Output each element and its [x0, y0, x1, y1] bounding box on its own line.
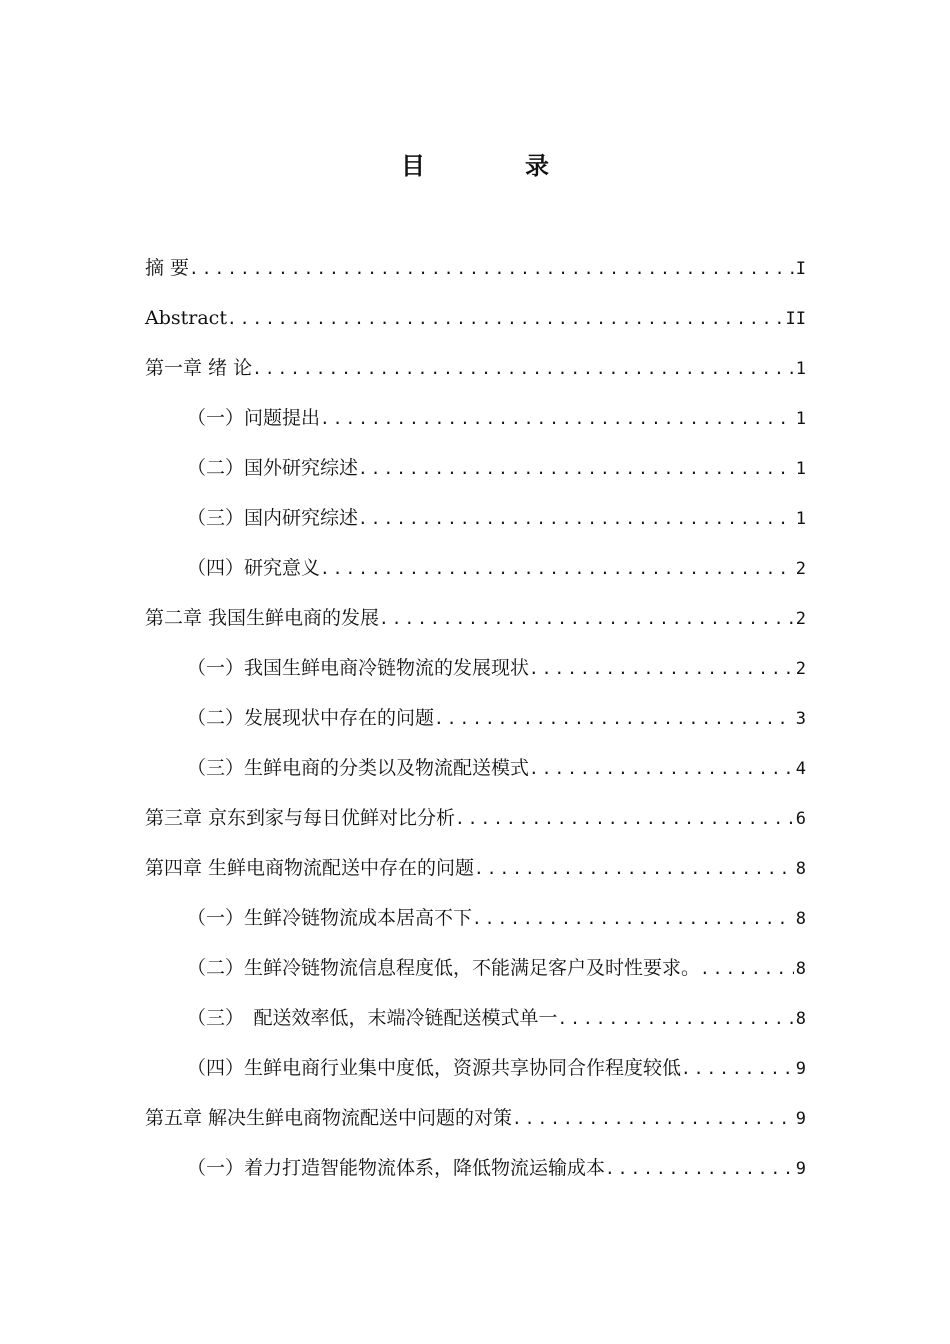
toc-entry[interactable] — [145, 548, 806, 598]
toc-entry[interactable] — [145, 948, 806, 998]
toc-entry-label: （四）研究意义 — [187, 557, 321, 579]
toc-entry[interactable] — [145, 448, 806, 498]
toc-dot-leader — [252, 349, 794, 389]
toc-entry-page: 6 — [795, 809, 806, 829]
toc-entry-label: 第五章 解决生鲜电商物流配送中问题的对策 — [145, 1107, 513, 1129]
toc-dot-leader — [474, 849, 794, 889]
toc-entry-label: 摘 要 — [145, 257, 190, 279]
toc-dot-leader — [512, 1099, 794, 1139]
toc-entry-page: 4 — [795, 759, 806, 779]
toc-entry-label: （一）生鲜冷链物流成本居高不下 — [187, 907, 473, 929]
toc-entry-page: I — [795, 259, 806, 279]
toc-dot-leader — [700, 949, 794, 989]
toc-entry[interactable] — [145, 248, 806, 298]
toc-dot-leader — [472, 899, 794, 939]
toc-dot-leader — [189, 249, 794, 289]
toc-entry-page: 8 — [795, 909, 806, 929]
toc-entry-page: 1 — [795, 509, 806, 529]
toc-entry[interactable] — [145, 848, 806, 898]
toc-entry-page: 2 — [795, 659, 806, 679]
toc-entry-label: （一）问题提出 — [187, 407, 321, 429]
toc-entry-label: 第四章 生鲜电商物流配送中存在的问题 — [145, 857, 475, 879]
toc-entry-label: （三）国内研究综述 — [187, 507, 359, 529]
toc-dot-leader — [227, 299, 784, 339]
toc-entry[interactable] — [145, 798, 806, 848]
toc-entry-page: 1 — [795, 459, 806, 479]
toc-dot-leader — [358, 449, 794, 489]
toc-entry-label: 第二章 我国生鲜电商的发展 — [145, 607, 380, 629]
toc-entry-label: （二）国外研究综述 — [187, 457, 359, 479]
toc-entry-page: 1 — [795, 409, 806, 429]
toc-dot-leader — [358, 499, 794, 539]
toc-dot-leader — [529, 649, 794, 689]
toc-entry[interactable] — [145, 998, 806, 1048]
toc-title: 目 录 — [401, 152, 587, 180]
toc-dot-leader — [455, 799, 794, 839]
toc-entry-page: 2 — [795, 559, 806, 579]
toc-entry[interactable] — [145, 1148, 806, 1198]
toc-entry[interactable] — [145, 698, 806, 748]
toc-list — [145, 248, 806, 1198]
toc-entry[interactable] — [145, 748, 806, 798]
toc-entry-page: 1 — [795, 359, 806, 379]
toc-entry-page: 9 — [795, 1059, 806, 1079]
toc-entry-label: （三） 配送效率低，末端冷链配送模式单一 — [187, 1007, 558, 1029]
toc-entry-page: 8 — [795, 1009, 806, 1029]
toc-entry[interactable] — [145, 348, 806, 398]
toc-entry-label: 第一章 绪 论 — [145, 357, 253, 379]
toc-entry-label: （二）发展现状中存在的问题 — [187, 707, 435, 729]
toc-entry-label: Abstract — [145, 307, 227, 329]
toc-dot-leader — [558, 999, 794, 1039]
toc-entry-label: （一）着力打造智能物流体系，降低物流运输成本 — [187, 1157, 606, 1179]
toc-entry-page: 9 — [795, 1159, 806, 1179]
toc-dot-leader — [529, 749, 794, 789]
toc-entry-label: （三）生鲜电商的分类以及物流配送模式 — [187, 757, 530, 779]
toc-entry[interactable] — [145, 398, 806, 448]
toc-entry[interactable] — [145, 1048, 806, 1098]
toc-entry[interactable] — [145, 648, 806, 698]
toc-entry-label: （二）生鲜冷链物流信息程度低，不能满足客户及时性要求。 — [187, 957, 701, 979]
toc-entry-page: 3 — [795, 709, 806, 729]
toc-dot-leader — [605, 1149, 794, 1189]
toc-entry-page: 8 — [795, 959, 806, 979]
toc-entry[interactable] — [145, 1098, 806, 1148]
toc-dot-leader — [681, 1049, 794, 1089]
toc-entry[interactable] — [145, 498, 806, 548]
toc-entry-label: （四）生鲜电商行业集中度低，资源共享协同合作程度较低 — [187, 1057, 682, 1079]
toc-entry[interactable] — [145, 898, 806, 948]
toc-entry-page: II — [785, 309, 806, 329]
toc-entry-page: 2 — [795, 609, 806, 629]
toc-dot-leader — [320, 549, 794, 589]
toc-entry-label: 第三章 京东到家与每日优鲜对比分析 — [145, 807, 456, 829]
toc-dot-leader — [320, 399, 794, 439]
toc-entry-page: 8 — [795, 859, 806, 879]
toc-entry[interactable] — [145, 298, 806, 348]
toc-dot-leader — [379, 599, 794, 639]
toc-entry-label: （一）我国生鲜电商冷链物流的发展现状 — [187, 657, 530, 679]
toc-entry-page: 9 — [795, 1109, 806, 1129]
toc-dot-leader — [434, 699, 794, 739]
toc-entry[interactable] — [145, 598, 806, 648]
